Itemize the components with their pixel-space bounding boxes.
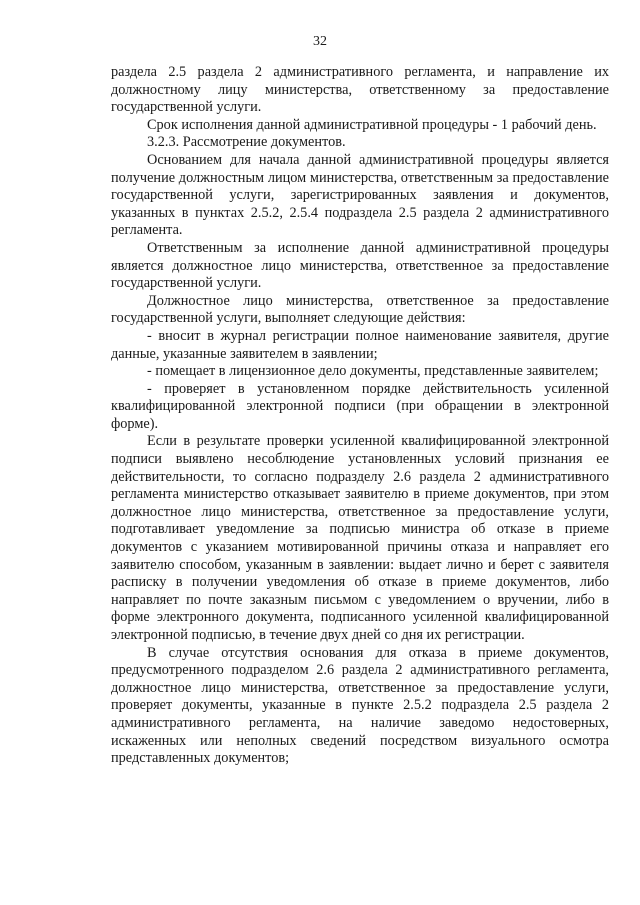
paragraph-basis: Основанием для начала данной административной процедуры является получение должностным лицом министерства, ответственным за предоставление государственной услуги, зарегистрированных заявления и документов, указанных в пунктах 2.5.2, 2.5.4 подраздела 2.5 раздела 2 административного регламента.: [111, 151, 609, 239]
document-body: [111, 64, 609, 768]
paragraph-continuation: раздела 2.5 раздела 2 административного регламента, и направление их должностному лицу министерства, ответственному за предоставление государственной услуги.: [111, 64, 609, 116]
paragraph-actions-intro: Должностное лицо министерства, ответственное за предоставление государственной услуги, выполняет следующие действия:: [111, 292, 609, 327]
section-heading-3-2-3: 3.2.3. Рассмотрение документов.: [147, 134, 346, 151]
page-number: 32: [313, 34, 327, 49]
list-item-journal: - вносит в журнал регистрации полное наименование заявителя, другие данные, указанные заявителем в заявлении;: [111, 327, 609, 362]
paragraph-no-refusal: В случае отсутствия основания для отказа в приеме документов, предусмотренного подразделом 2.6 раздела 2 административного регламента, должностное лицо министерства, ответственное за предоставление услуги, проверяет документы, указанные в пункте 2.5.2 подраздела 2.5 раздела 2 административного регламента, на наличие заведомо недостоверных, искаженных или неполных сведений посредством визуального осмотра представленных документов;: [111, 644, 609, 767]
paragraph-deadline: Срок исполнения данной административной процедуры - 1 рабочий день.: [147, 116, 597, 133]
list-item-signature-check: - проверяет в установленном порядке действительность усиленной квалифицированной электронной подписи (при обращении в электронной форме).: [111, 380, 609, 432]
paragraph-responsible: Ответственным за исполнение данной административной процедуры является должностное лицо министерства, ответственное за предоставление государственной услуги.: [111, 239, 609, 292]
paragraph-refusal: Если в результате проверки усиленной квалифицированной электронной подписи выявлено несоблюдение установленных условий признания ее действительности, то согласно подразделу 2.6 раздела 2 административного регламента министерство отказывает заявителю в приеме документов, при этом должностное лицо министерства, ответственное за предоставление услуги, подготавливает уведомление за подписью министра об отказе в приеме документов с указанием мотивированной причины отказа и направляет его заявителю способом, указанным в заявлении: выдает лично и берет с заявителя расписку в получении уведомления об отказе в приеме документов, либо направляет по почте заказным письмом с уведомлением о вручении, либо в форме электронного документа, подписанного усиленной квалифицированной электронной подписью, в течение двух дней со дня их регистрации.: [111, 433, 609, 643]
list-item-license-file: - помещает в лицензионное дело документы, представленные заявителем;: [147, 363, 599, 380]
